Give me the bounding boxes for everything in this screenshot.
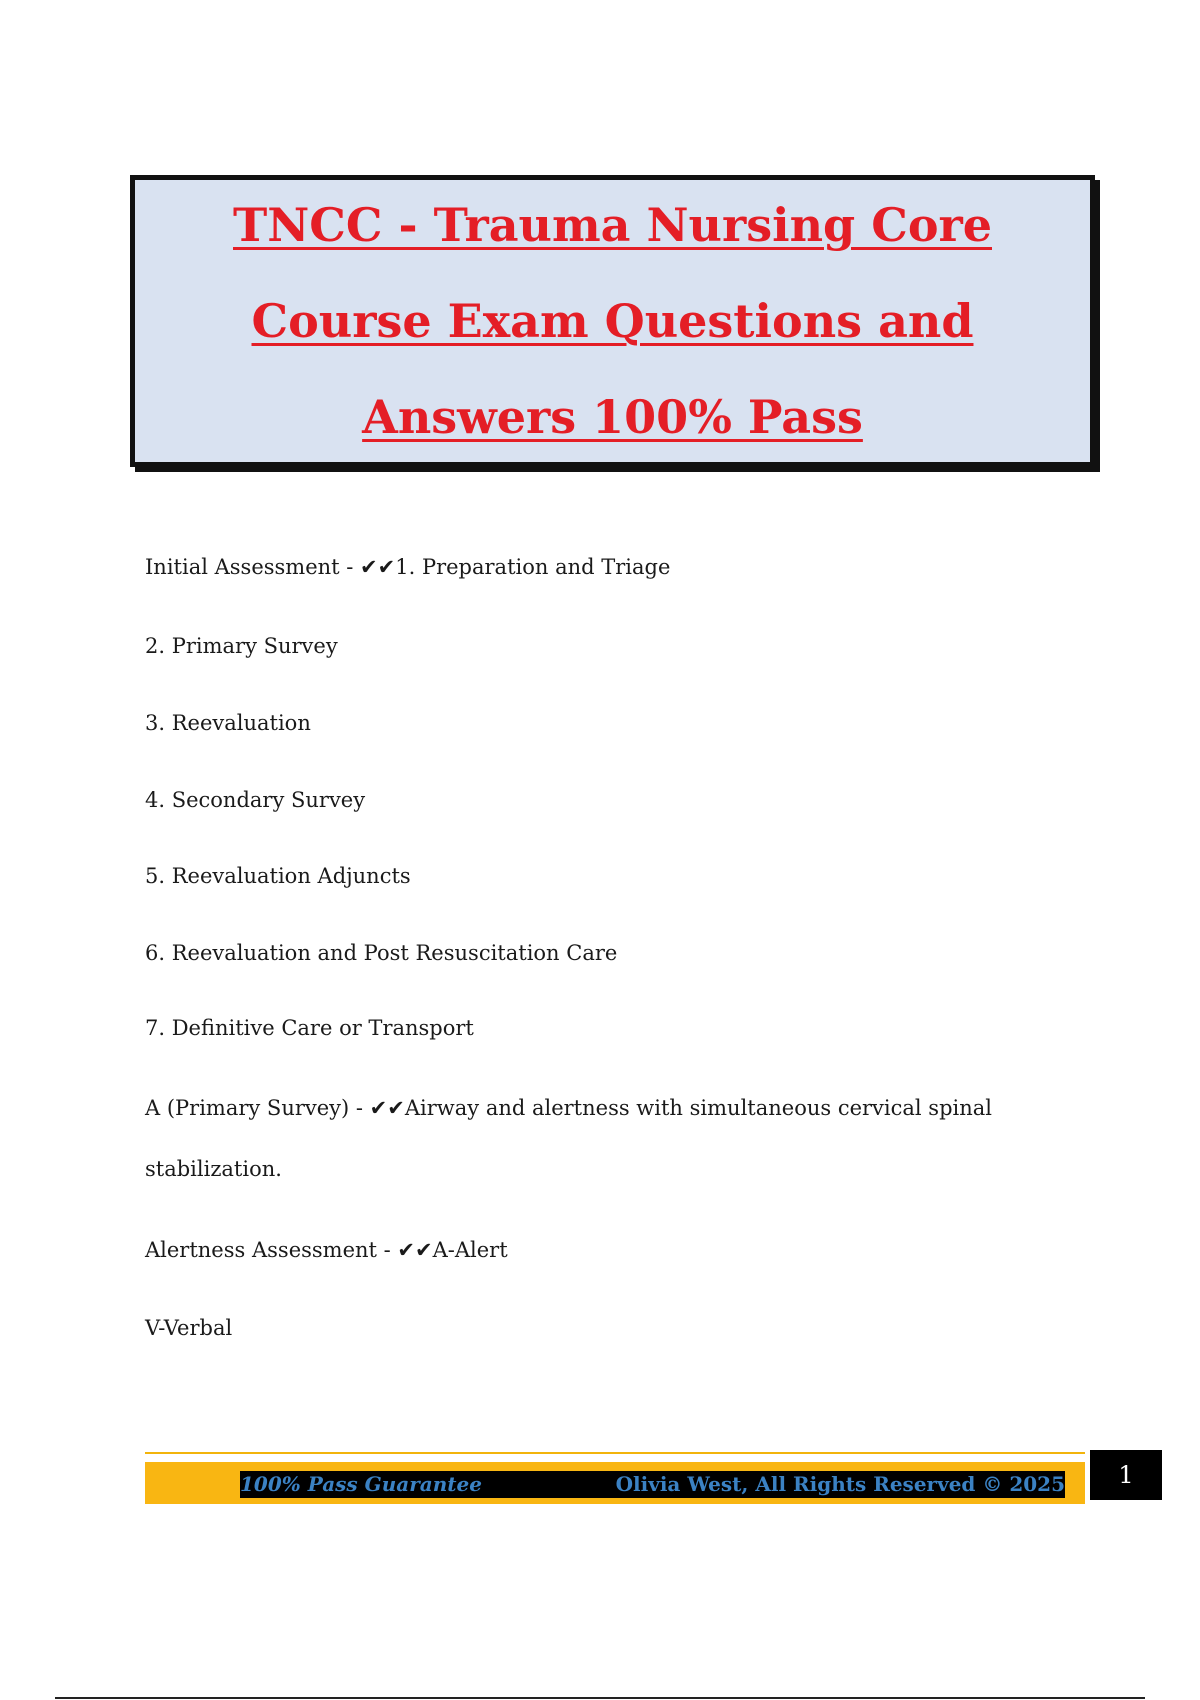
content-line: A (Primary Survey) - ✔✔Airway and alertness with simultaneous cervical spinal [145, 1096, 992, 1120]
document-title: TNCC - Trauma Nursing Core Course Exam Questions and Answers 100% Pass [233, 198, 992, 444]
footer-copyright-text: Olivia West, All Rights Reserved © 2025 [615, 1472, 1065, 1496]
content-line: 5. Reevaluation Adjuncts [145, 864, 411, 888]
page-bottom-rule [55, 1697, 1145, 1699]
footer-inner-bar [240, 1471, 1065, 1498]
title-box [130, 175, 1095, 467]
content-line: Initial Assessment - ✔✔1. Preparation and Triage [145, 555, 671, 579]
content-line: V-Verbal [145, 1316, 233, 1340]
content-line: 7. Definitive Care or Transport [145, 1016, 474, 1040]
footer-bar [145, 1462, 1085, 1504]
page-number: 1 [1090, 1450, 1162, 1500]
content-line: 3. Reevaluation [145, 711, 311, 735]
content-line: Alertness Assessment - ✔✔A-Alert [145, 1238, 508, 1262]
content-line: 2. Primary Survey [145, 634, 338, 658]
content-line: 4. Secondary Survey [145, 788, 366, 812]
footer-rule [145, 1452, 1085, 1454]
content-line: 6. Reevaluation and Post Resuscitation Care [145, 941, 618, 965]
footer-guarantee-text: 100% Pass Guarantee [240, 1472, 482, 1496]
content-line: stabilization. [145, 1157, 282, 1181]
